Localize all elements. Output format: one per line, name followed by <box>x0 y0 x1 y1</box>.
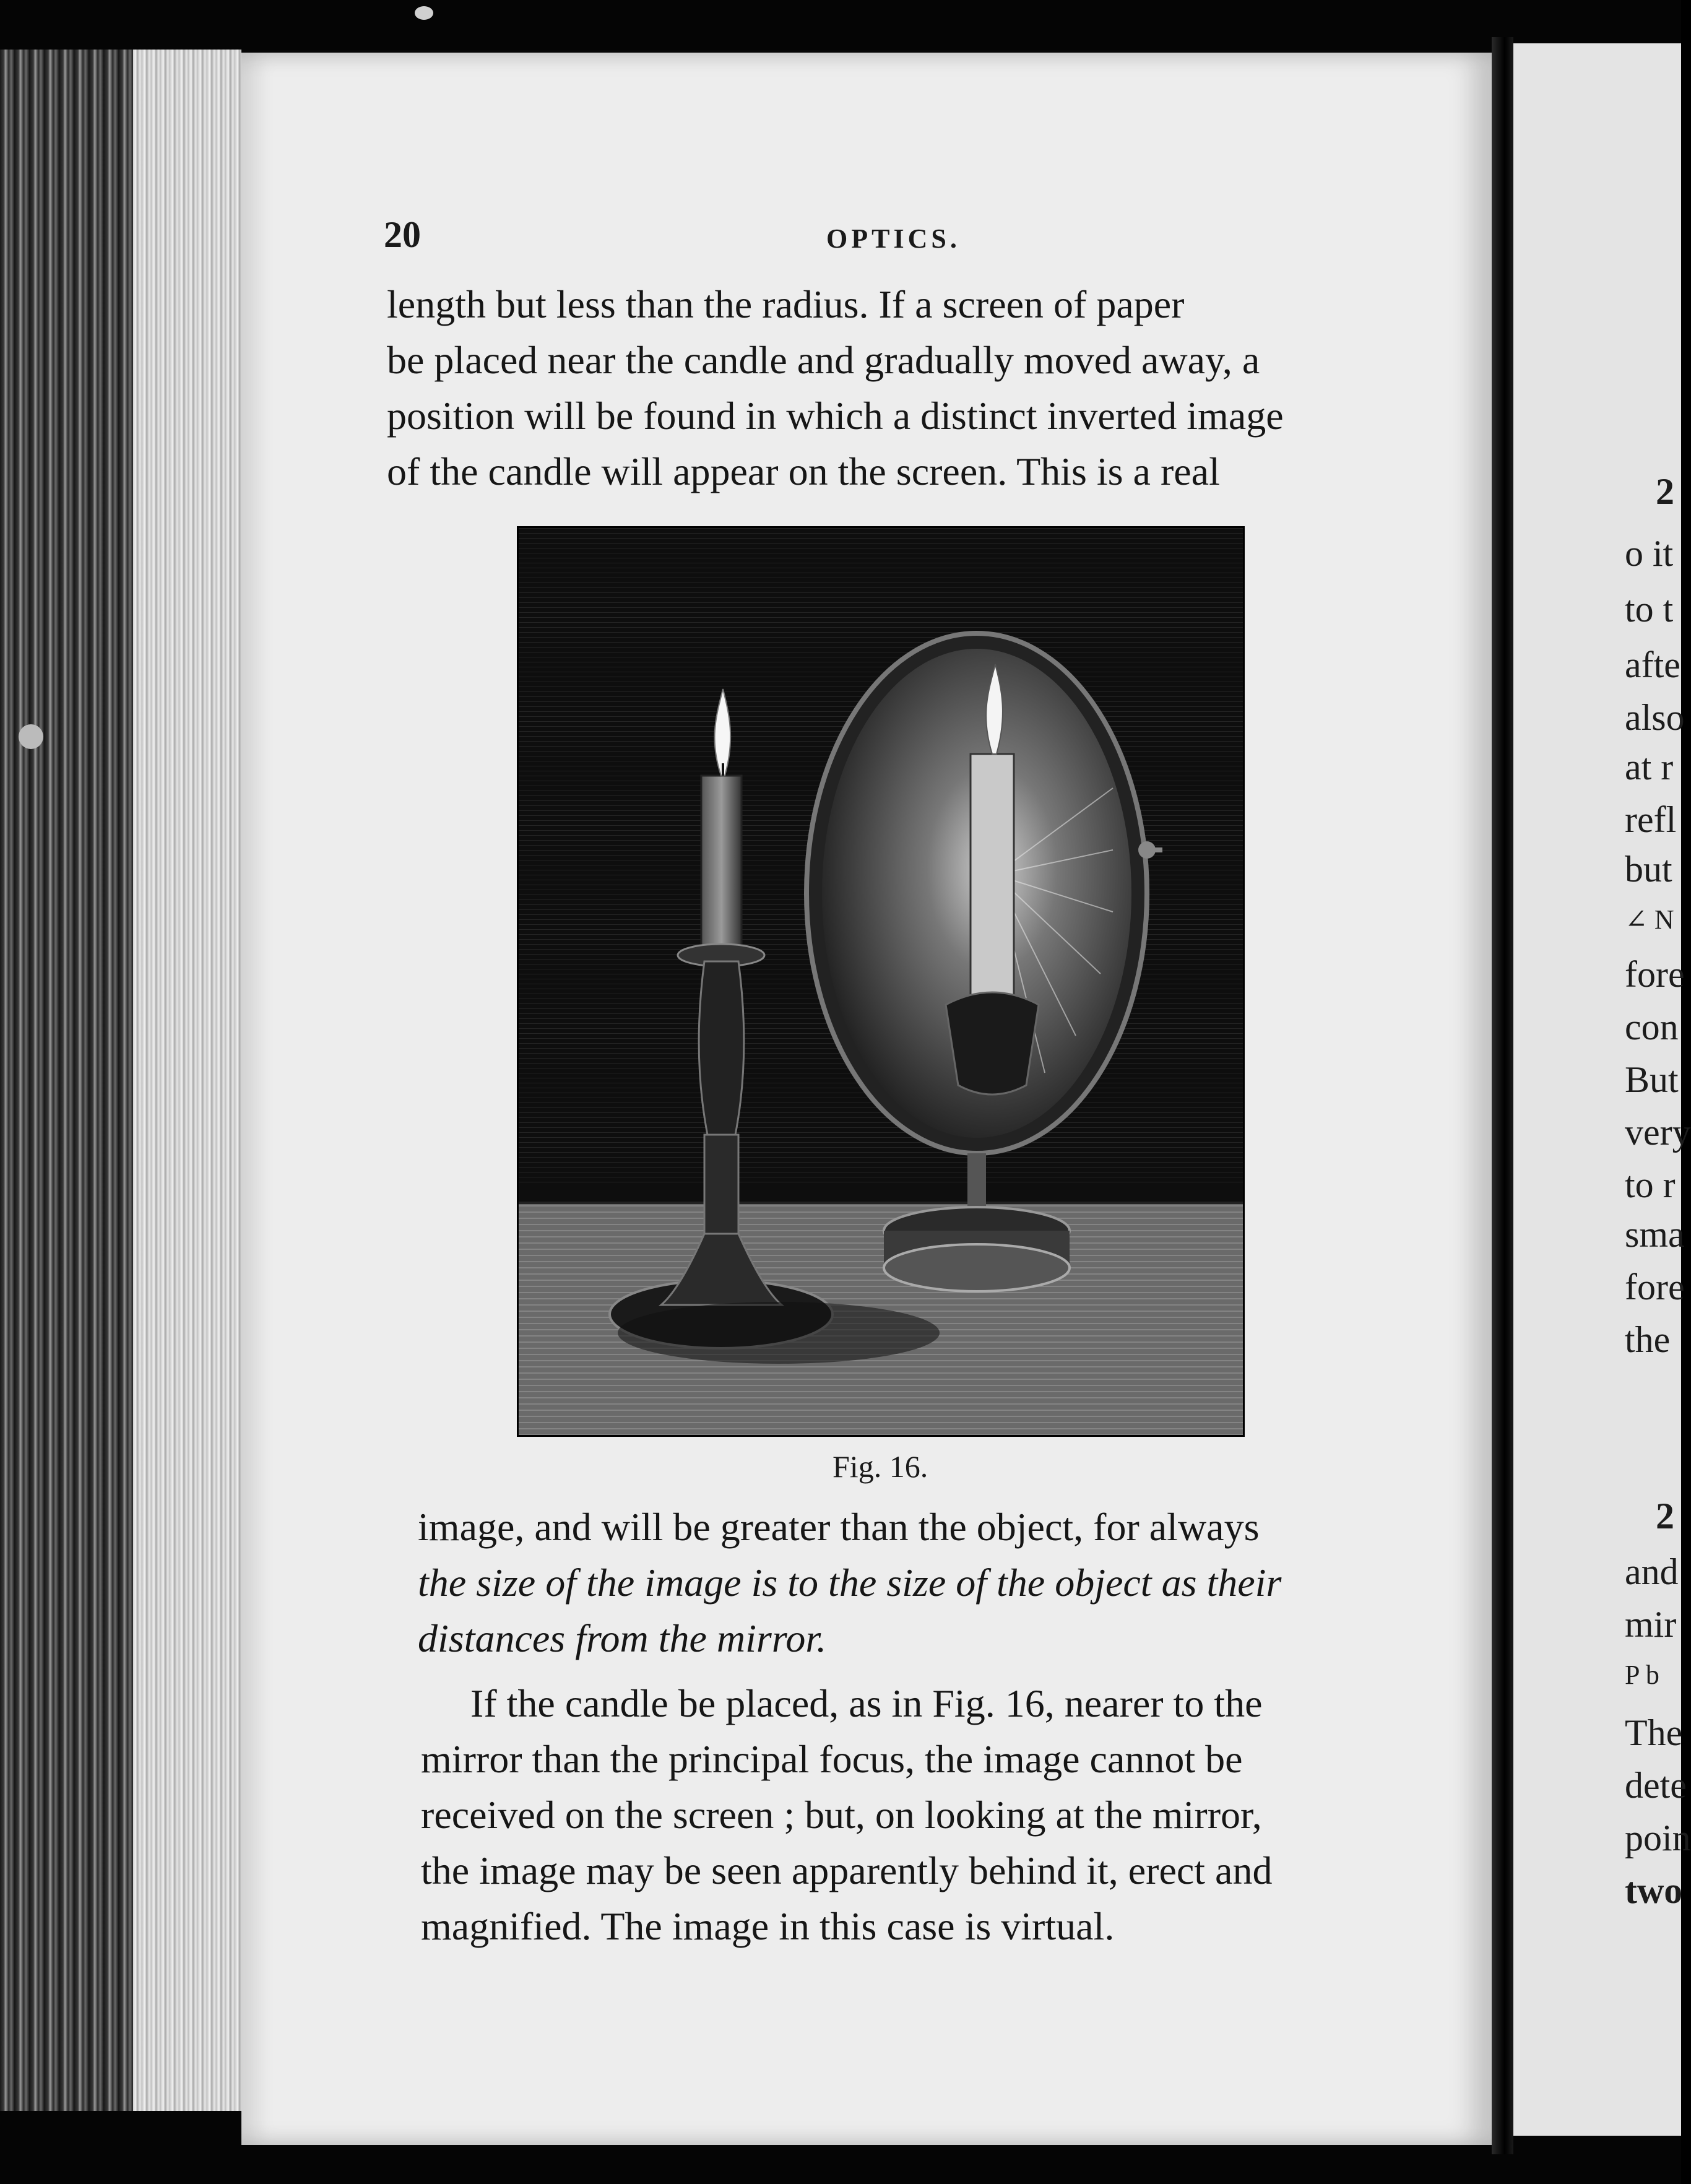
facing-text-fragment: sma <box>1625 1214 1685 1255</box>
facing-text-fragment: fore <box>1625 1267 1685 1307</box>
facing-text-fragment: afte <box>1625 644 1680 685</box>
running-title: OPTICS. <box>826 223 961 254</box>
facing-text-fragment: 2 <box>1656 471 1674 512</box>
facing-text-fragment: ∠ N <box>1625 904 1674 935</box>
facing-text-fragment: mir <box>1625 1604 1677 1645</box>
facing-text-fragment: poin <box>1625 1818 1691 1858</box>
facing-text-fragment: refl <box>1625 799 1677 840</box>
paragraph-line: position will be found in which a distinct inverted image <box>387 394 1284 438</box>
paragraph-line: If the candle be placed, as in Fig. 16, nearer to the <box>470 1681 1263 1725</box>
figure-caption: Fig. 16. <box>833 1449 928 1484</box>
facing-text-fragment: P b <box>1625 1660 1659 1690</box>
facing-text-fragment: to r <box>1625 1164 1676 1205</box>
paragraph-line: be placed near the candle and gradually moved away, a <box>387 338 1260 382</box>
paragraph-line: magnified. The image in this case is virtual. <box>421 1904 1115 1948</box>
scan-dust <box>19 724 43 749</box>
paragraph-line: the image may be seen apparently behind it, erect and <box>421 1848 1273 1892</box>
facing-text-fragment: the <box>1625 1319 1671 1360</box>
facing-text-fragment: very <box>1625 1112 1691 1153</box>
paragraph-line: image, and will be greater than the object, for always <box>418 1505 1260 1549</box>
candle-mirror-engraving <box>517 526 1245 1437</box>
paragraph-line: mirror than the principal focus, the image cannot be <box>421 1737 1243 1781</box>
facing-text-fragment: fore <box>1625 954 1685 995</box>
facing-text-fragment: at r <box>1625 747 1674 787</box>
paragraph-line: received on the screen ; but, on looking at the mirror, <box>421 1793 1262 1837</box>
facing-text-fragment: con <box>1625 1007 1679 1047</box>
facing-text-fragment: and <box>1625 1551 1679 1592</box>
page-number: 20 <box>384 214 421 255</box>
facing-text-fragment: to t <box>1625 589 1674 630</box>
scan-dust <box>415 6 433 20</box>
facing-text-fragment: but <box>1625 849 1672 890</box>
facing-text-fragment: 2 <box>1656 1496 1674 1536</box>
paragraph-line: the size of the image is to the size of the object as their <box>418 1561 1282 1605</box>
book-gutter <box>1492 37 1513 2154</box>
facing-text-fragment: two <box>1625 1870 1683 1911</box>
paragraph-line: distances from the mirror. <box>418 1616 827 1660</box>
facing-text-fragment: The <box>1625 1712 1683 1753</box>
paragraph-line: of the candle will appear on the screen. This is a real <box>387 449 1220 493</box>
facing-text-fragment: o it <box>1625 533 1674 574</box>
facing-text-fragment: also <box>1625 697 1685 738</box>
book-page-edges-light <box>133 50 241 2111</box>
facing-text-fragment: But <box>1625 1059 1679 1100</box>
paragraph-line: length but less than the radius. If a screen of paper <box>387 282 1185 326</box>
facing-text-fragment: dete <box>1625 1765 1687 1806</box>
